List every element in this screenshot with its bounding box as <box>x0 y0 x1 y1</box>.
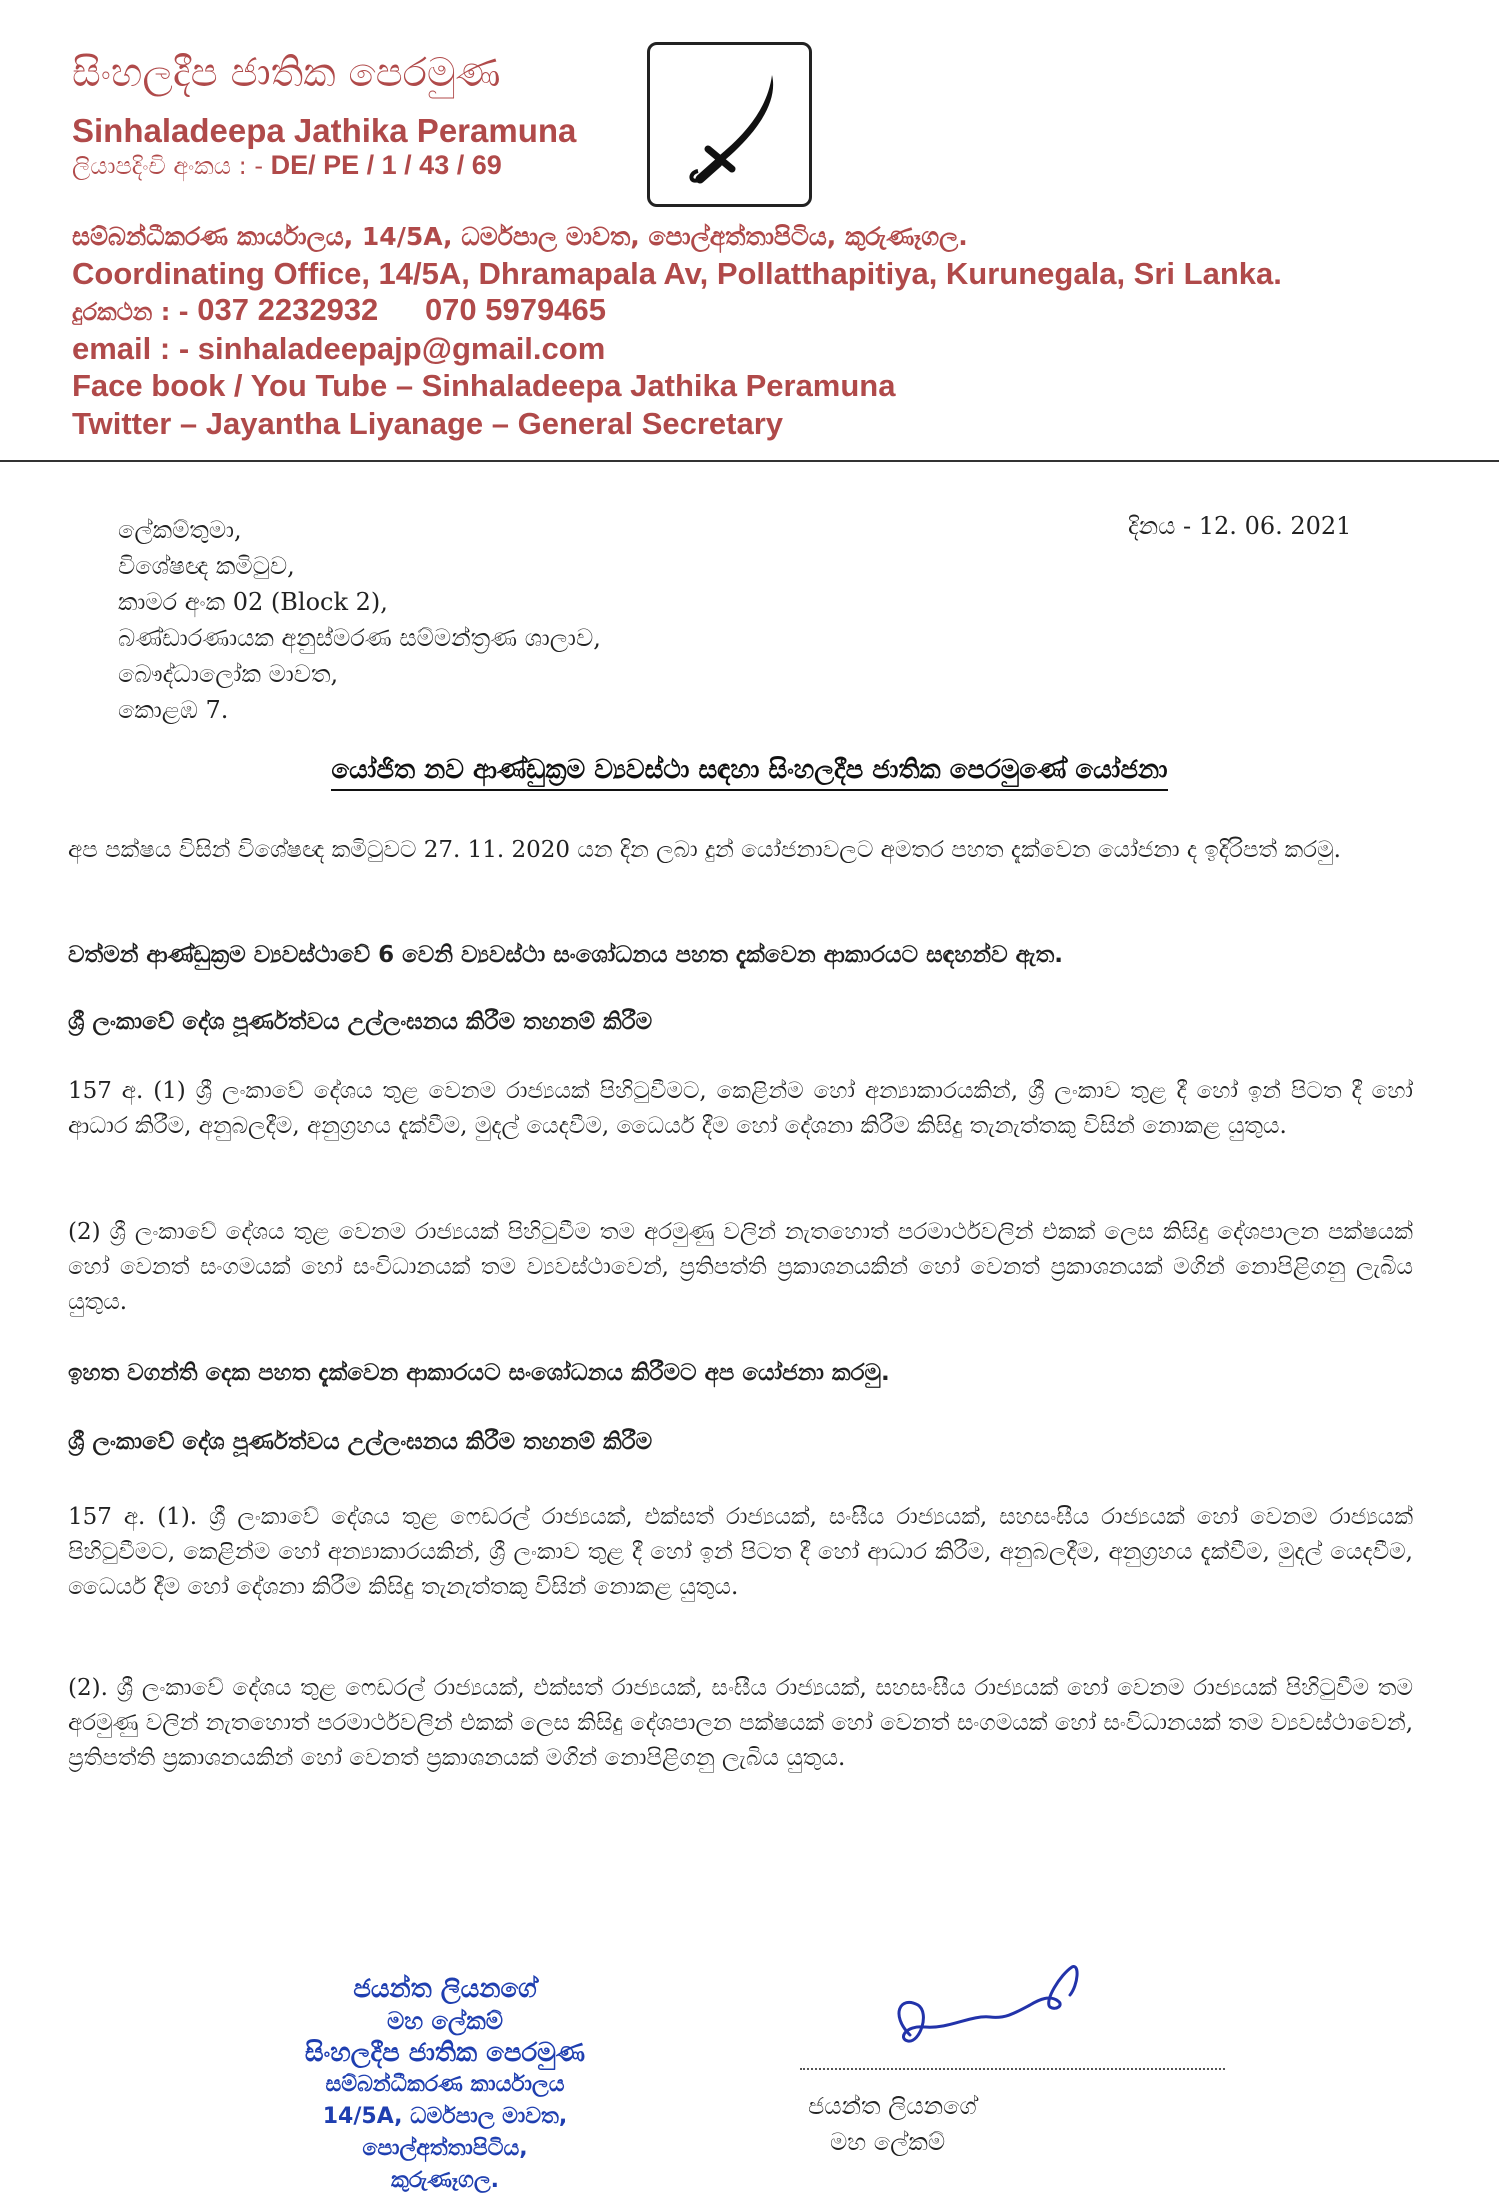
party-logo <box>647 42 812 207</box>
addressee-line: බණ්ඩාරණායක අනුස්මරණ සම්මන්ත්‍රණ ශාලාව, <box>118 624 601 652</box>
stamp-title: මහ ලේකම් <box>387 2007 503 2035</box>
phone-label: දුරකථන : - <box>72 298 189 326</box>
body-heading: ඉහත වගන්ති දෙක පහත දැක්වෙන ආකාරයට සංශෝධනය කිරීමට අප යෝජනා කරමු. <box>68 1360 890 1386</box>
addressee-line: බෞද්ධාලෝක මාවත, <box>118 660 339 688</box>
body-paragraph: 157 අ. (1) ශ්‍රී ලංකාවේ දේශය තුළ වෙනම රාජ්‍යයක් පිහිටුවීමට, කෙළින්ම හෝ අන්‍යාකාරයකින්, ශ්‍රී ලංකාව තුළ දී හෝ ඉන් පිටත දී හෝ ආධාර කිරීම, අනුබලදීම, අනුග්‍රහය දැක්වීම, මුදල් යෙදවීම, ධෛර්ය දීම හෝ දේශනා කිරීම කිසිදු තැනැත්තකු විසින් නොකළ යුතුය. <box>68 1078 1413 1139</box>
addressee-line: විශේෂඥ කමිටුව, <box>118 552 295 580</box>
twitter-line: Twitter – Jayantha Liyanage – General Secretary <box>72 406 784 441</box>
handwritten-signature <box>880 1955 1110 2065</box>
signature-line <box>800 2068 1225 2070</box>
subject-text: යෝජිත නව ආණ්ඩුක්‍රම ව්‍යවස්ථා සඳහා සිංහලදීප ජාතික පෙරමුණේ යෝජනා <box>331 755 1167 791</box>
phone-line <box>72 292 606 328</box>
phone-number-2: 070 5979465 <box>424 292 606 327</box>
official-stamp <box>250 1973 640 2197</box>
body-paragraph: 157 අ. (1). ශ්‍රී ලංකාවේ දේශය තුළ ෆෙඩරල් රාජ්‍යයක්, එක්සත් රාජ්‍යයක්, සංඝීය රාජ්‍යයක්, සහසංඝීය රාජ්‍යයක් හෝ වෙනම රාජ්‍යයක් පිහිටුවීමට, කෙළින්ම හෝ අන්‍යාකාරයකින්, ශ්‍රී ලංකාව තුළ දී හෝ ඉන් පිටත දී හෝ ආධාර කිරීම, අනුබලදීම, අනුග්‍රහය දැක්වීම, මුදල් යෙදවීම, ධෛර්ය දීම හෝ දේශනා කිරීම කිසිදු තැනැත්තකු විසින් නොකළ යුතුය. <box>68 1504 1413 1600</box>
letter-subject <box>0 755 1499 786</box>
stamp-address: 14/5A, ධර්මපාල මාවත, පොල්අත්තාපිටිය, <box>322 2104 568 2161</box>
org-name-english: Sinhaladeepa Jathika Peramuna <box>72 112 577 149</box>
office-address-english: Coordinating Office, 14/5A, Dhramapala Av, Pollatthapitiya, Kurunegala, Sri Lanka. <box>72 256 1282 291</box>
stamp-org: සිංහලදීප ජාතික පෙරමුණ <box>304 2038 586 2068</box>
letterhead-divider <box>0 460 1499 462</box>
registration-line <box>72 150 502 181</box>
social-line: Face book / You Tube – Sinhaladeepa Jathika Peramuna <box>72 368 896 403</box>
signer-block <box>808 2088 977 2160</box>
body-paragraph: (2). ශ්‍රී ලංකාවේ දේශය තුළ ෆෙඩරල් රාජ්‍යයක්, එක්සත් රාජ්‍යයක්, සංඝීය රාජ්‍යයක්, සහසංඝීය රාජ්‍යයක් හෝ වෙනම රාජ්‍යයක් පිහිටුවීම තම අරමුණු වලින් නැතහොත් පරමාර්ථවලින් එකක් ලෙස කිසිදු දේශපාලන පක්ෂයක් හෝ වෙනත් සංගමයක් හෝ සංවිධානයක් තම ව්‍යවස්ථාවෙන්, ප්‍රතිපත්ති ප්‍රකාශනයකින් හෝ වෙනත් ප්‍රකාශනයක් මගින් නොපිළිගනු ලැබිය යුතුය. <box>68 1675 1414 1771</box>
addressee-line: කොළඹ 7. <box>118 696 229 724</box>
addressee-line: ලේකම්තුමා, <box>118 516 242 544</box>
body-paragraph: අප පක්ෂය විසින් විශේෂඥ කමිටුවට 27. 11. 2020 යන දින ලබා දුන් යෝජනාවලට අමතර පහත දැක්වෙන යෝජනා ද ඉදිරිපත් කරමු. <box>68 837 1341 863</box>
registration-label: ලියාපදිංචි අංකය : - <box>72 152 263 180</box>
sword-icon <box>650 45 815 210</box>
section-heading: ශ්‍රී ලංකාවේ දේශ පූර්ණත්වය උල්ලංඝනය කිරීම තහනම් කිරීම <box>68 1429 653 1455</box>
stamp-office: සම්බන්ධීකරණ කාර්යාලය <box>325 2072 565 2097</box>
section-heading: ශ්‍රී ලංකාවේ දේශ පූර්ණත්වය උල්ලංඝනය කිරීම තහනම් කිරීම <box>68 1009 653 1035</box>
email-line: email : - sinhaladeepajp@gmail.com <box>72 331 606 366</box>
signer-title: මහ ලේකම් <box>830 2128 946 2156</box>
org-name-sinhala: සිංහලදීප ජාතික පෙරමුණ <box>72 50 501 96</box>
signer-name: ජයන්ත ලියනගේ <box>808 2092 977 2120</box>
office-address-sinhala: සම්බන්ධීකරණ කාර්යාලය, 14/5A, ධර්මපාල මාවත, පොල්අත්තාපිටිය, කුරුණෑගල. <box>72 222 968 251</box>
addressee-line: කාමර අංක 02 (Block 2), <box>118 588 388 616</box>
registration-number: DE/ PE / 1 / 43 / 69 <box>270 150 502 180</box>
addressee-block <box>118 512 601 728</box>
phone-number-1: 037 2232932 <box>197 292 379 327</box>
stamp-city: කුරුණෑගල. <box>391 2168 499 2193</box>
body-paragraph: (2) ශ්‍රී ලංකාවේ දේශය තුළ වෙනම රාජ්‍යයක් පිහිටුවීම තම අරමුණු වලින් නැතහොත් පරමාර්ථවලින් එකක් ලෙස කිසිදු දේශපාලන පක්ෂයක් හෝ වෙනත් සංගමයක් හෝ සංවිධානයක් තම ව්‍යවස්ථාවෙන්, ප්‍රතිපත්ති ප්‍රකාශනයකින් හෝ වෙනත් ප්‍රකාශනයක් මගින් නොපිළිගනු ලැබිය යුතුය. <box>68 1219 1413 1315</box>
letter-date: දිනය - 12. 06. 2021 <box>1128 512 1352 540</box>
body-heading: වත්මන් ආණ්ඩුක්‍රම ව්‍යවස්ථාවේ 6 වෙනි ව්‍යවස්ථා සංශෝධනය පහත දැක්වෙන ආකාරයට සඳහන්ව ඇත. <box>68 942 1064 968</box>
stamp-name: ජයන්ත ලියනගේ <box>353 1974 537 2004</box>
